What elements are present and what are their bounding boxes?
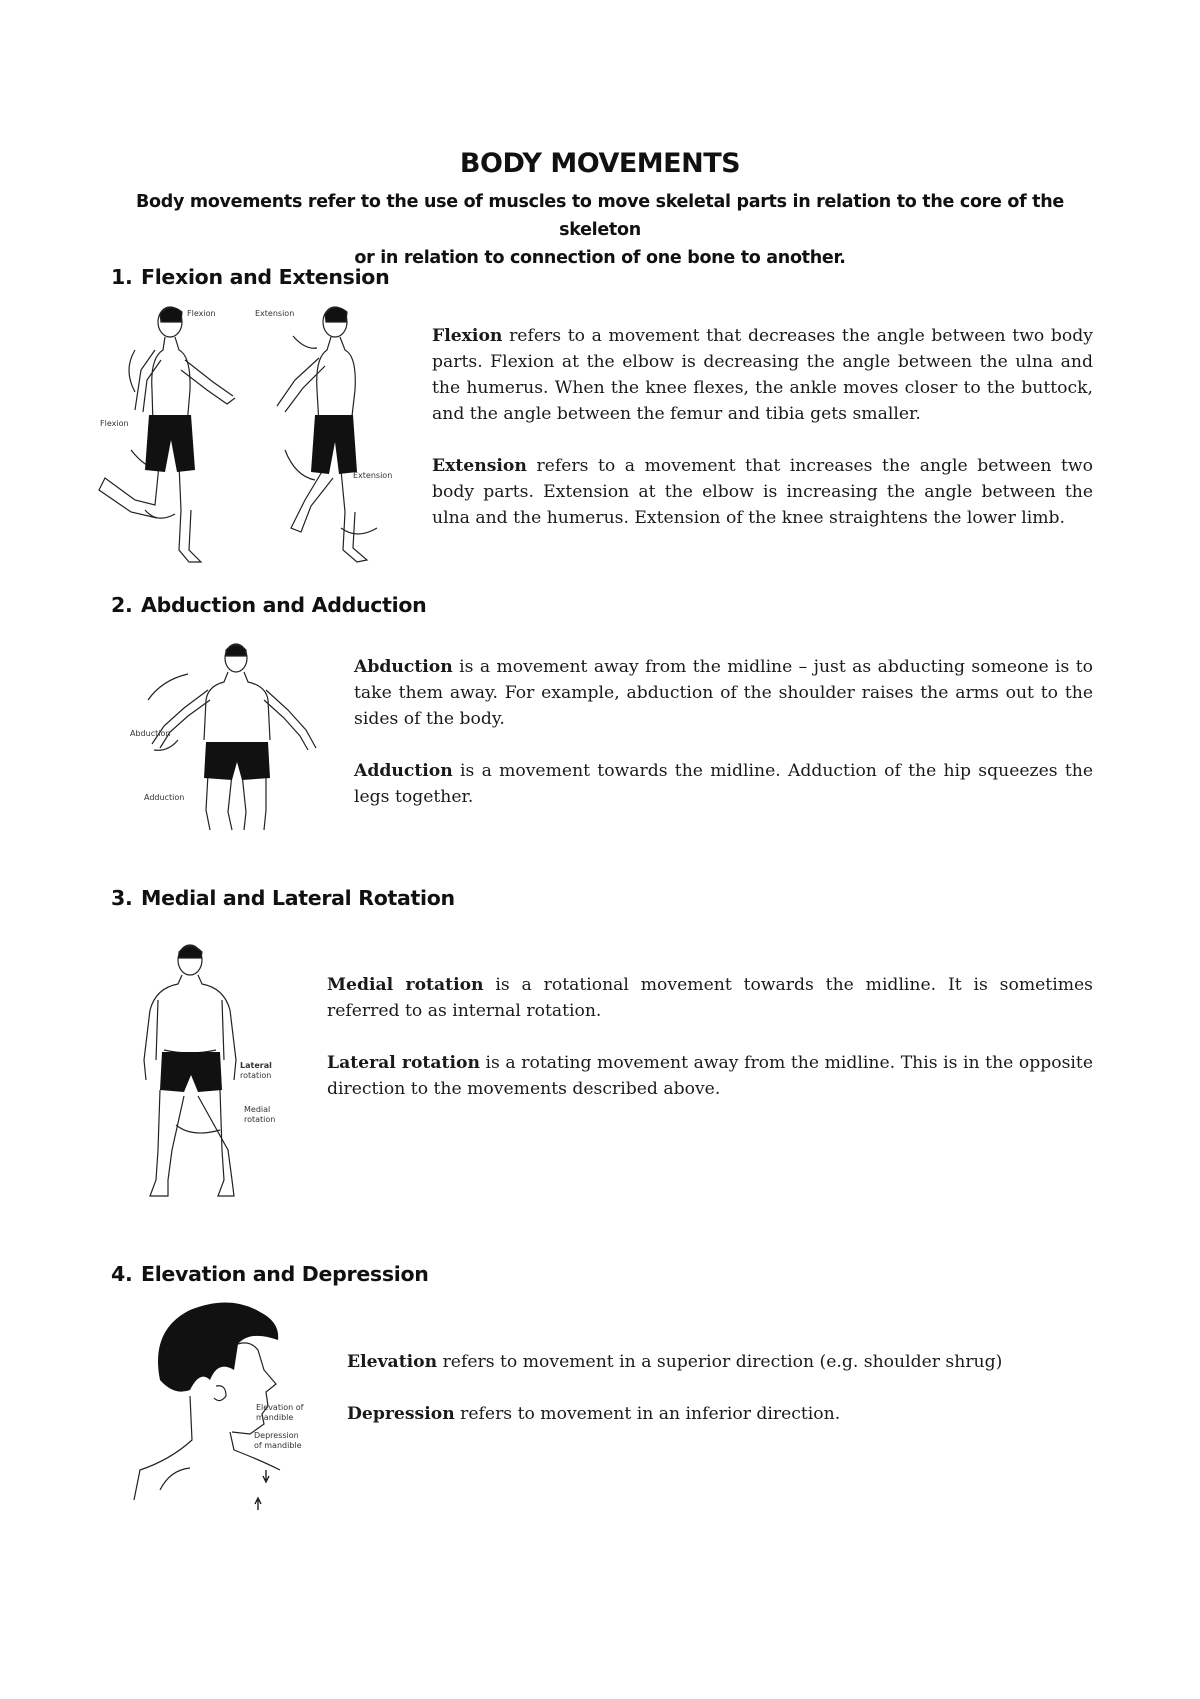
term-extension: Extension [432, 456, 527, 476]
flexion-extension-figure [95, 300, 425, 570]
label-elevation-mandible: mandible [256, 1413, 294, 1422]
section-number: 1. [111, 265, 133, 289]
depression-description: refers to movement in an inferior direction. [454, 1404, 841, 1424]
elevation-depression-text [347, 1349, 1093, 1427]
lateral-rotation-description: is a rotating movement away from the midline. This is in the opposite direction to the movements described above. [327, 1053, 1093, 1099]
medial-rotation-description: is a rotational movement towards the midline. It is sometimes referred to as internal rotation. [327, 975, 1093, 1021]
label-medial-rotation: rotation [244, 1115, 276, 1124]
intro-line-1: Body movements refer to the use of muscles to move skeletal parts in relation to the core of the skeleton [136, 192, 1064, 240]
extension-paragraph [432, 453, 1093, 531]
label-flexion-arm: Flexion [187, 309, 216, 318]
section-number: 2. [111, 593, 133, 617]
flexion-paragraph [432, 323, 1093, 427]
depression-paragraph [347, 1401, 1093, 1427]
elevation-paragraph [347, 1349, 1093, 1375]
section-number: 4. [111, 1262, 133, 1286]
term-lateral-rotation: Lateral rotation [327, 1053, 480, 1073]
flexion-extension-text [432, 323, 1093, 531]
lateral-rotation-paragraph [327, 1050, 1093, 1102]
label-depression-mandible: of mandible [254, 1441, 302, 1450]
abduction-description: is a movement away from the midline – just as abducting someone is to take them away. For example, abduction of the shoulder raises the arms out to the sides of the body. [354, 657, 1093, 729]
label-adduction: Adduction [144, 793, 185, 802]
term-flexion: Flexion [432, 326, 503, 346]
intro-line-2: or in relation to connection of one bone to another. [354, 248, 846, 268]
section-title: Abduction and Adduction [141, 593, 427, 617]
rotation-figure [128, 940, 303, 1205]
medial-rotation-paragraph [327, 972, 1093, 1024]
rotation-illustration [128, 940, 303, 1205]
abduction-adduction-illustration [128, 640, 338, 835]
rotation-text [327, 972, 1093, 1102]
label-extension-arm: Extension [255, 309, 295, 318]
section-title: Elevation and Depression [141, 1262, 429, 1286]
term-elevation: Elevation [347, 1352, 438, 1372]
section-heading-rotation [111, 886, 455, 910]
flexion-description: refers to a movement that decreases the angle between two body parts. Flexion at the elbow is decreasing the angle between the ulna and the humerus. When the knee flexes, the ankle moves closer to the buttock, and the angle between the femur and tibia gets smaller. [432, 326, 1093, 424]
term-depression: Depression [347, 1404, 455, 1424]
abduction-adduction-text [354, 654, 1093, 810]
term-adduction: Adduction [354, 761, 453, 781]
section-title: Medial and Lateral Rotation [141, 886, 455, 910]
abduction-adduction-figure [128, 640, 338, 835]
section-number: 3. [111, 886, 133, 910]
label-flexion-leg: Flexion [100, 419, 129, 428]
flexion-extension-illustration [95, 300, 425, 570]
elevation-description: refers to movement in a superior direction (e.g. shoulder shrug) [437, 1352, 1003, 1372]
intro-text [100, 188, 1100, 272]
extension-description: refers to a movement that increases the angle between two body parts. Extension at the elbow is increasing the angle between the ulna and the humerus. Extension of the knee straightens the lower limb. [432, 456, 1093, 528]
elevation-depression-figure [130, 1300, 340, 1510]
adduction-description: is a movement towards the midline. Adduction of the hip squeezes the legs together. [354, 761, 1093, 807]
abduction-paragraph [354, 654, 1093, 732]
label-abduction: Abduction [130, 729, 171, 738]
adduction-paragraph [354, 758, 1093, 810]
label-lateral: Lateral [240, 1061, 272, 1070]
label-medial: Medial [244, 1105, 271, 1114]
label-extension-leg: Extension [353, 471, 393, 480]
label-elevation: Elevation of [256, 1403, 304, 1412]
section-heading-flexion-extension [111, 265, 389, 289]
term-abduction: Abduction [354, 657, 453, 677]
section-heading-elevation-depression [111, 1262, 429, 1286]
page-title: BODY MOVEMENTS [459, 148, 741, 179]
elevation-depression-illustration [130, 1300, 340, 1510]
section-heading-abduction-adduction [111, 593, 426, 617]
label-lateral-rotation: rotation [240, 1071, 272, 1080]
label-depression: Depression [254, 1431, 299, 1440]
term-medial-rotation: Medial rotation [327, 975, 484, 995]
section-title: Flexion and Extension [141, 265, 390, 289]
